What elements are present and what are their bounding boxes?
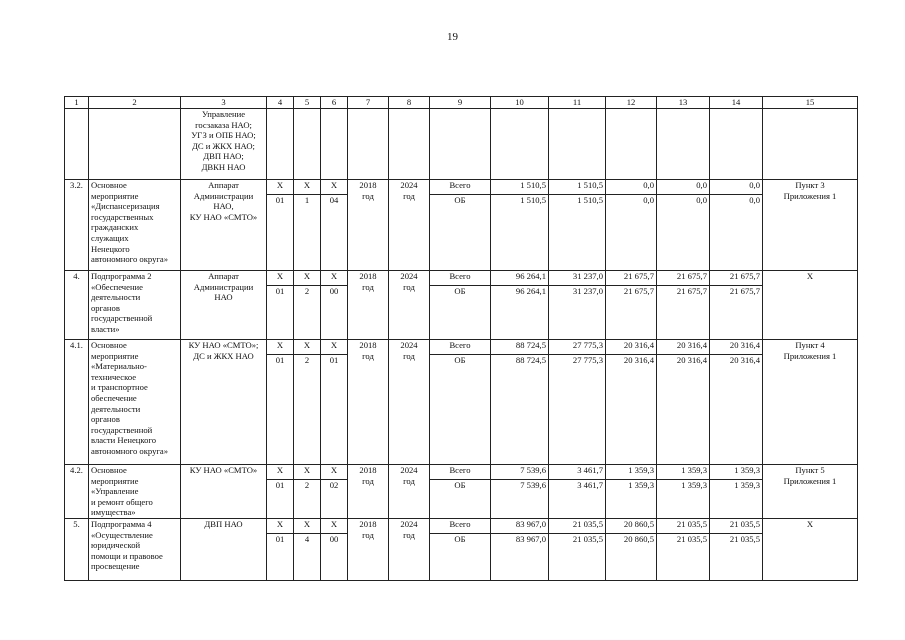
table-cell <box>348 109 389 180</box>
amount-cell: 21 035,5 <box>710 533 763 580</box>
amount-cell: 96 264,1 <box>491 286 549 340</box>
row-number-cell: 4.1. <box>65 340 89 465</box>
code-cell: 4 <box>294 533 321 580</box>
row-number-cell: 5. <box>65 518 89 580</box>
end-year-cell: 2024 год <box>389 271 430 340</box>
code-cell: 00 <box>321 533 348 580</box>
executor-cell: КУ НАО «СМТО» <box>181 465 267 519</box>
program-table <box>64 96 858 581</box>
table-cell <box>430 109 491 180</box>
amount-cell: 0,0 <box>606 195 657 271</box>
table-cell <box>267 109 294 180</box>
executor-cell: Аппарат Администрации НАО <box>181 271 267 340</box>
activity-name-cell: Основное мероприятие «Управление и ремонт общего имущества» <box>89 465 181 519</box>
note-cell: Пункт 3 Приложения 1 <box>763 180 858 271</box>
column-header: 1 <box>65 97 89 109</box>
start-year-cell: 2018 год <box>348 180 389 271</box>
amount-cell: 20 316,4 <box>657 340 710 355</box>
column-header: 4 <box>267 97 294 109</box>
activity-name-cell: Подпрограмма 2 «Обеспечение деятельности органов государственной власти» <box>89 271 181 340</box>
column-header: 10 <box>491 97 549 109</box>
code-cell: X <box>294 465 321 480</box>
column-header: 8 <box>389 97 430 109</box>
code-cell: X <box>294 180 321 195</box>
code-cell: 01 <box>267 286 294 340</box>
amount-cell: 20 860,5 <box>606 518 657 533</box>
amount-cell: 1 359,3 <box>710 480 763 519</box>
amount-cell: 21 675,7 <box>606 286 657 340</box>
code-cell: X <box>294 271 321 286</box>
amount-cell: 0,0 <box>606 180 657 195</box>
continuation-row <box>65 109 858 180</box>
code-cell: 01 <box>267 533 294 580</box>
code-cell: X <box>321 465 348 480</box>
column-header: 9 <box>430 97 491 109</box>
header-row <box>65 97 858 109</box>
end-year-cell: 2024 год <box>389 465 430 519</box>
code-cell: 04 <box>321 195 348 271</box>
amount-cell: 20 316,4 <box>710 355 763 465</box>
table-cell <box>710 109 763 180</box>
activity-name-cell: Основное мероприятие «Материально- техническое и транспортное обеспечение деятельности органов государственной власти Ненецкого автономного округа» <box>89 340 181 465</box>
executor-cell: Управление госзаказа НАО; УГЗ и ОПБ НАО; ДС и ЖКХ НАО; ДВП НАО; ДВКН НАО <box>181 109 267 180</box>
table-body <box>65 97 858 581</box>
note-cell: X <box>763 518 858 580</box>
source-cell: ОБ <box>430 480 491 519</box>
table-cell <box>491 109 549 180</box>
note-cell: Пункт 5 Приложения 1 <box>763 465 858 519</box>
amount-cell: 1 359,3 <box>606 480 657 519</box>
amount-cell: 83 967,0 <box>491 518 549 533</box>
table-row <box>65 465 858 480</box>
amount-cell: 0,0 <box>657 180 710 195</box>
amount-cell: 0,0 <box>710 180 763 195</box>
end-year-cell: 2024 год <box>389 340 430 465</box>
amount-cell: 1 359,3 <box>657 465 710 480</box>
code-cell: 1 <box>294 195 321 271</box>
amount-cell: 1 510,5 <box>491 195 549 271</box>
code-cell: X <box>267 180 294 195</box>
amount-cell: 7 539,6 <box>491 480 549 519</box>
code-cell: X <box>321 180 348 195</box>
column-header: 13 <box>657 97 710 109</box>
code-cell: 00 <box>321 286 348 340</box>
amount-cell: 31 237,0 <box>549 286 606 340</box>
activity-name-cell: Основное мероприятие «Диспансеризация государственных гражданских служащих Ненецкого автономного округа» <box>89 180 181 271</box>
code-cell: X <box>267 340 294 355</box>
table-row <box>65 180 858 195</box>
code-cell: X <box>294 518 321 533</box>
end-year-cell: 2024 год <box>389 180 430 271</box>
amount-cell: 27 775,3 <box>549 355 606 465</box>
amount-cell: 20 316,4 <box>606 340 657 355</box>
amount-cell: 1 359,3 <box>710 465 763 480</box>
executor-cell: ДВП НАО <box>181 518 267 580</box>
amount-cell: 1 359,3 <box>606 465 657 480</box>
table-cell <box>89 109 181 180</box>
amount-cell: 1 510,5 <box>549 195 606 271</box>
table-cell <box>657 109 710 180</box>
column-header: 11 <box>549 97 606 109</box>
table-cell <box>65 109 89 180</box>
amount-cell: 0,0 <box>657 195 710 271</box>
source-cell: ОБ <box>430 355 491 465</box>
amount-cell: 21 675,7 <box>657 286 710 340</box>
amount-cell: 3 461,7 <box>549 465 606 480</box>
code-cell: X <box>267 271 294 286</box>
code-cell: X <box>321 340 348 355</box>
amount-cell: 27 775,3 <box>549 340 606 355</box>
amount-cell: 21 035,5 <box>549 518 606 533</box>
table-cell <box>294 109 321 180</box>
start-year-cell: 2018 год <box>348 271 389 340</box>
code-cell: 01 <box>321 355 348 465</box>
executor-cell: КУ НАО «СМТО»; ДС и ЖКХ НАО <box>181 340 267 465</box>
code-cell: 01 <box>267 480 294 519</box>
amount-cell: 1 359,3 <box>657 480 710 519</box>
amount-cell: 7 539,6 <box>491 465 549 480</box>
column-header: 15 <box>763 97 858 109</box>
amount-cell: 1 510,5 <box>549 180 606 195</box>
start-year-cell: 2018 год <box>348 518 389 580</box>
amount-cell: 21 675,7 <box>606 271 657 286</box>
source-cell: ОБ <box>430 286 491 340</box>
amount-cell: 1 510,5 <box>491 180 549 195</box>
source-cell: Всего <box>430 340 491 355</box>
amount-cell: 21 675,7 <box>710 286 763 340</box>
end-year-cell: 2024 год <box>389 518 430 580</box>
column-header: 7 <box>348 97 389 109</box>
column-header: 2 <box>89 97 181 109</box>
amount-cell: 21 035,5 <box>657 518 710 533</box>
table-cell <box>606 109 657 180</box>
amount-cell: 21 035,5 <box>549 533 606 580</box>
column-header: 14 <box>710 97 763 109</box>
amount-cell: 96 264,1 <box>491 271 549 286</box>
amount-cell: 83 967,0 <box>491 533 549 580</box>
code-cell: X <box>321 271 348 286</box>
source-cell: Всего <box>430 180 491 195</box>
code-cell: X <box>321 518 348 533</box>
code-cell: 2 <box>294 286 321 340</box>
amount-cell: 20 860,5 <box>606 533 657 580</box>
row-number-cell: 3.2. <box>65 180 89 271</box>
amount-cell: 3 461,7 <box>549 480 606 519</box>
page-number: 19 <box>447 31 458 43</box>
amount-cell: 21 675,7 <box>657 271 710 286</box>
code-cell: X <box>294 340 321 355</box>
column-header: 12 <box>606 97 657 109</box>
amount-cell: 20 316,4 <box>606 355 657 465</box>
source-cell: Всего <box>430 465 491 480</box>
row-number-cell: 4. <box>65 271 89 340</box>
code-cell: 2 <box>294 355 321 465</box>
table-cell <box>549 109 606 180</box>
amount-cell: 20 316,4 <box>657 355 710 465</box>
code-cell: 2 <box>294 480 321 519</box>
table-cell <box>763 109 858 180</box>
table-cell <box>389 109 430 180</box>
source-cell: Всего <box>430 271 491 286</box>
amount-cell: 21 035,5 <box>710 518 763 533</box>
source-cell: ОБ <box>430 533 491 580</box>
amount-cell: 88 724,5 <box>491 340 549 355</box>
start-year-cell: 2018 год <box>348 340 389 465</box>
amount-cell: 88 724,5 <box>491 355 549 465</box>
row-number-cell: 4.2. <box>65 465 89 519</box>
code-cell: 02 <box>321 480 348 519</box>
note-cell: Пункт 4 Приложения 1 <box>763 340 858 465</box>
source-cell: Всего <box>430 518 491 533</box>
executor-cell: Аппарат Администрации НАО, КУ НАО «СМТО» <box>181 180 267 271</box>
amount-cell: 31 237,0 <box>549 271 606 286</box>
code-cell: 01 <box>267 195 294 271</box>
amount-cell: 21 035,5 <box>657 533 710 580</box>
activity-name-cell: Подпрограмма 4 «Осуществление юридической помощи и правовое просвещение <box>89 518 181 580</box>
amount-cell: 0,0 <box>710 195 763 271</box>
code-cell: X <box>267 518 294 533</box>
table-row <box>65 518 858 533</box>
start-year-cell: 2018 год <box>348 465 389 519</box>
note-cell: X <box>763 271 858 340</box>
code-cell: 01 <box>267 355 294 465</box>
amount-cell: 21 675,7 <box>710 271 763 286</box>
column-header: 3 <box>181 97 267 109</box>
source-cell: ОБ <box>430 195 491 271</box>
table-row <box>65 340 858 355</box>
amount-cell: 20 316,4 <box>710 340 763 355</box>
column-header: 6 <box>321 97 348 109</box>
code-cell: X <box>267 465 294 480</box>
column-header: 5 <box>294 97 321 109</box>
table-cell <box>321 109 348 180</box>
table-row <box>65 271 858 286</box>
